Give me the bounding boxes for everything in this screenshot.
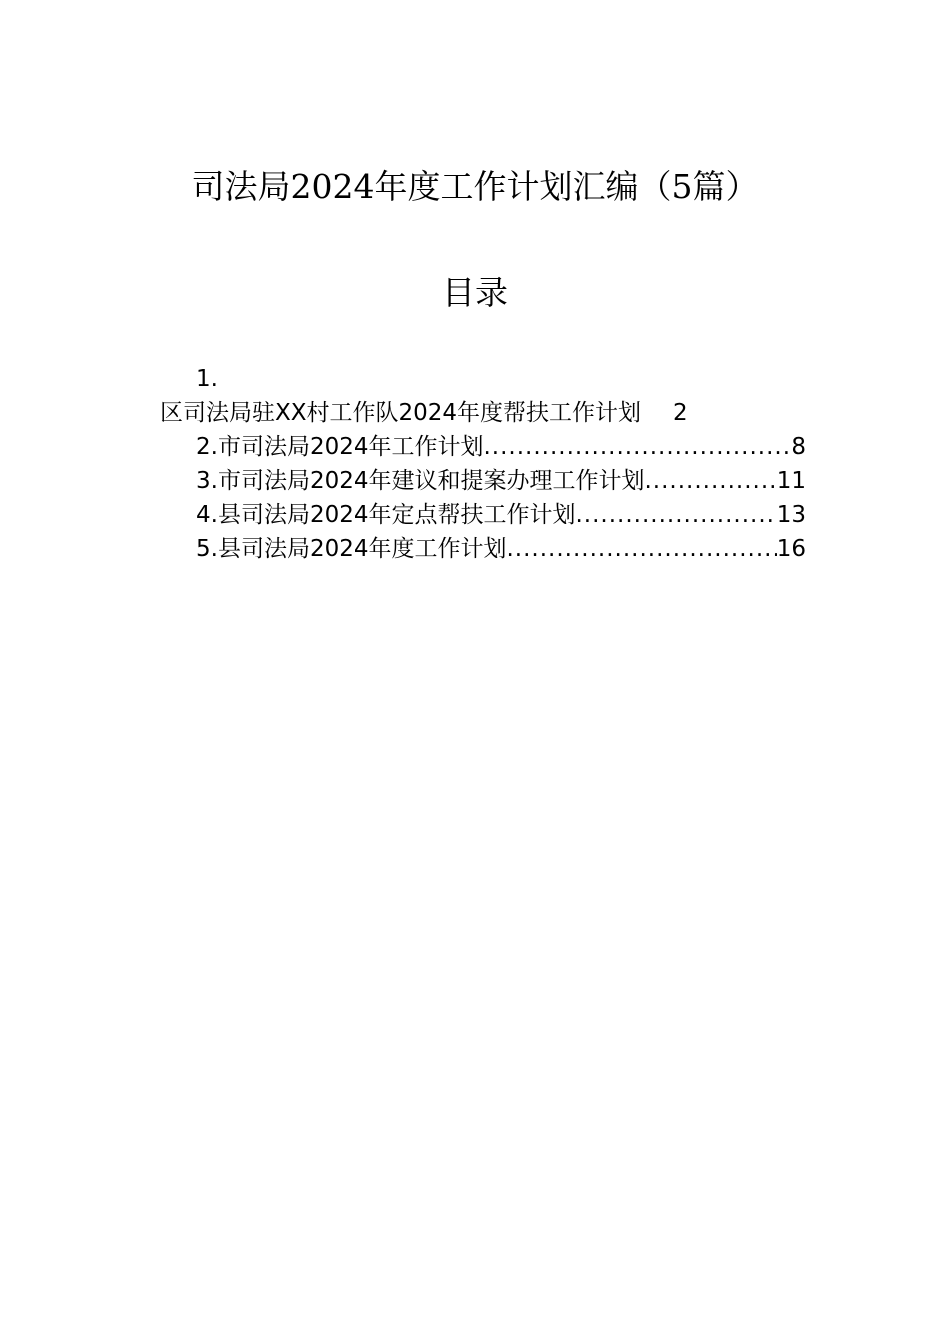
toc-entry-1[interactable] <box>160 396 688 430</box>
title-count: 5 <box>671 167 693 206</box>
toc-entry-1-text[interactable]: 区司法局驻XX村工作队2024年度帮扶工作计划 <box>160 400 642 426</box>
toc-entry-2-text[interactable]: 市司法局2024年工作计划 <box>217 434 484 460</box>
toc-leader-dots <box>576 498 777 532</box>
toc-entry-4-number: 4. <box>196 502 218 528</box>
toc-entry-4[interactable] <box>196 498 806 532</box>
toc-entry-1-number[interactable]: 1. <box>196 366 218 392</box>
toc-entry-5-number: 5. <box>196 536 218 562</box>
toc-entry-3-text[interactable]: 市司法局2024年建议和提案办理工作计划 <box>217 468 645 494</box>
toc-leader-dots <box>645 464 777 498</box>
title-year: 2024 <box>290 167 375 206</box>
title-middle: 年度工作计划汇编（ <box>374 167 672 206</box>
toc-entry-1-page[interactable]: 2 <box>673 400 688 426</box>
toc-entry-5-text[interactable]: 县司法局2024年度工作计划 <box>217 536 507 562</box>
toc-heading: 目录 <box>442 273 508 312</box>
toc-leader-dots <box>507 532 777 566</box>
title-suffix: 篇） <box>692 167 759 206</box>
toc-entry-2[interactable] <box>196 430 806 464</box>
document-title <box>0 162 950 212</box>
toc-entry-4-page[interactable]: 13 <box>776 502 806 528</box>
toc-entry-4-text[interactable]: 县司法局2024年定点帮扶工作计划 <box>217 502 576 528</box>
toc-entry-2-page[interactable]: 8 <box>791 434 806 460</box>
toc-entry-5[interactable] <box>196 532 806 566</box>
toc-entry-5-page[interactable]: 16 <box>776 536 806 562</box>
toc-leader-dots <box>484 430 792 464</box>
toc-entry-3[interactable] <box>196 464 806 498</box>
title-prefix: 司法局 <box>191 167 291 206</box>
toc-entry-3-number: 3. <box>196 468 218 494</box>
toc-entry-2-number: 2. <box>196 434 218 460</box>
toc-entry-3-page[interactable]: 11 <box>776 468 806 494</box>
